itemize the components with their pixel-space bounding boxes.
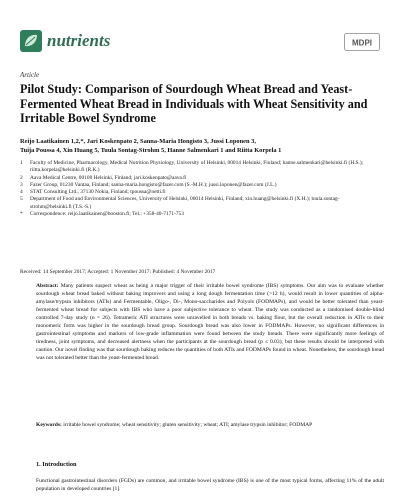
journal-name: nutrients <box>47 31 111 50</box>
abstract <box>36 282 384 362</box>
author-line-2: Tuija Poussa 4, Xin Huang 5, Tuula Sontag-Strohm 5, Hanne Salmenkari 1 and Riitta Korpela 1 <box>20 146 282 154</box>
affiliation-item: 1 Faculty of Medicine, Pharmacology, Medical Nutrition Physiology, University of Helsinki, 00014 Helsinki, Finland; hanne.salmenkari@helsinki.fi (H.S.); riitta.korpela@helsinki.fi (R.K.) <box>20 160 364 174</box>
leaf-icon <box>20 30 42 52</box>
affiliations <box>20 160 380 218</box>
publication-dates: Received: 14 September 2017; Accepted: 1 November 2017; Published: 4 November 2017 <box>20 269 216 275</box>
abstract-label: Abstract: <box>36 283 59 289</box>
author-list <box>20 138 382 155</box>
affiliation-item: 2 Aava Medical Centre, 00100 Helsinki, Finland; jari.koskenpato@aava.fi <box>20 174 187 181</box>
introduction-text: Functional gastrointestinal disorders (FGDs) are common, and irritable bowel syndrome (IBS) is one of the most typical forms, affecting 11% of the adult population in developed countries [1]. <box>36 478 384 492</box>
affiliation-item: 5 Department of Food and Environmental Sciences, University of Helsinki, 00014 Helsinki, Finland; xin.huang@helsinki.fi (X.H.); tuula.sontag-strohm@helsinki.fi (T.S.-S.) <box>20 196 340 210</box>
author-line-1: Reijo Laatikainen 1,2,*, Jari Koskenpato 2, Sanna-Maria Hongisto 3, Jussi Loponen 3, <box>20 138 256 145</box>
keywords-label: Keywords: <box>36 422 62 428</box>
article-title: Pilot Study: Comparison of Sourdough Wheat Bread and Yeast-Fermented Wheat Bread in Individuals with Wheat Sensitivity and Irritable Bowel Syndrome <box>20 82 368 125</box>
keywords <box>36 421 384 429</box>
publisher-name: MDPI <box>352 38 372 48</box>
affiliation-item: 4 STAT Consulting Ltd., 37130 Nokia, Finland; tpoussa@netti.fi <box>20 189 166 196</box>
article-type: Article <box>20 71 40 79</box>
keywords-text: irritable bowel syndrome; wheat sensitivity; gluten sensitivity; wheat; ATI; amylase trypsin inhibitor; FODMAP <box>63 422 313 428</box>
abstract-text: Many patients suspect wheat as being a major trigger of their irritable bowel syndrome (IBS) symptoms. Our aim was to evaluate whether sourdough wheat bread baked without baking improvers and using a long dough fermentation time (>12 h), would result in lower quantities of alpha-amylase/trypsin inhibitors (ATIs) and Fermentable, Oligo-, Di-, Mono-saccharides and Polyols (FODMAPs), and would be better tolerated than yeast-fermented wheat bread for subjects with IBS who have a poor subjective tolerance to wheat. The study was conducted as a randomised double-blind controlled 7-day study (n = 26). Tetrameric ATI structures were unravelled in both breads vs. baking flour, but the overall reduction in ATIs to their monomeric form was higher in the sourdough bread group. Sourdough bread was also lower in FODMAPs. However, no significant differences in gastrointestinal symptoms and markers of low-grade inflammation were found between the study breads. There were significantly more feelings of tiredness, joint symptoms, and decreased alertness when the participants at the sourdough bread (p ≤ 0.03), but these results should be interpreted with caution. Our novel finding was that sourdough baking reduces the quantities of both ATIs and FODMAPs found in wheat. Nonetheless, the sourdough bread was not tolerated better than the yeast-fermented bread. <box>36 283 384 361</box>
journal-logo <box>20 30 110 52</box>
mdpi-logo-icon <box>344 33 380 51</box>
affiliation-item: 3 Fazer Group, 01230 Vantaa, Finland; sanna-maria.hongisto@fazer.com (S.-M.H.); jussi.loponen@fazer.com (J.L.) <box>20 181 277 188</box>
correspondence-item: * Correspondence: reijo.laatikainen@booston.fi; Tel.: +358-40-7171-753 <box>20 211 184 218</box>
section-heading: 1. Introduction <box>36 461 77 468</box>
